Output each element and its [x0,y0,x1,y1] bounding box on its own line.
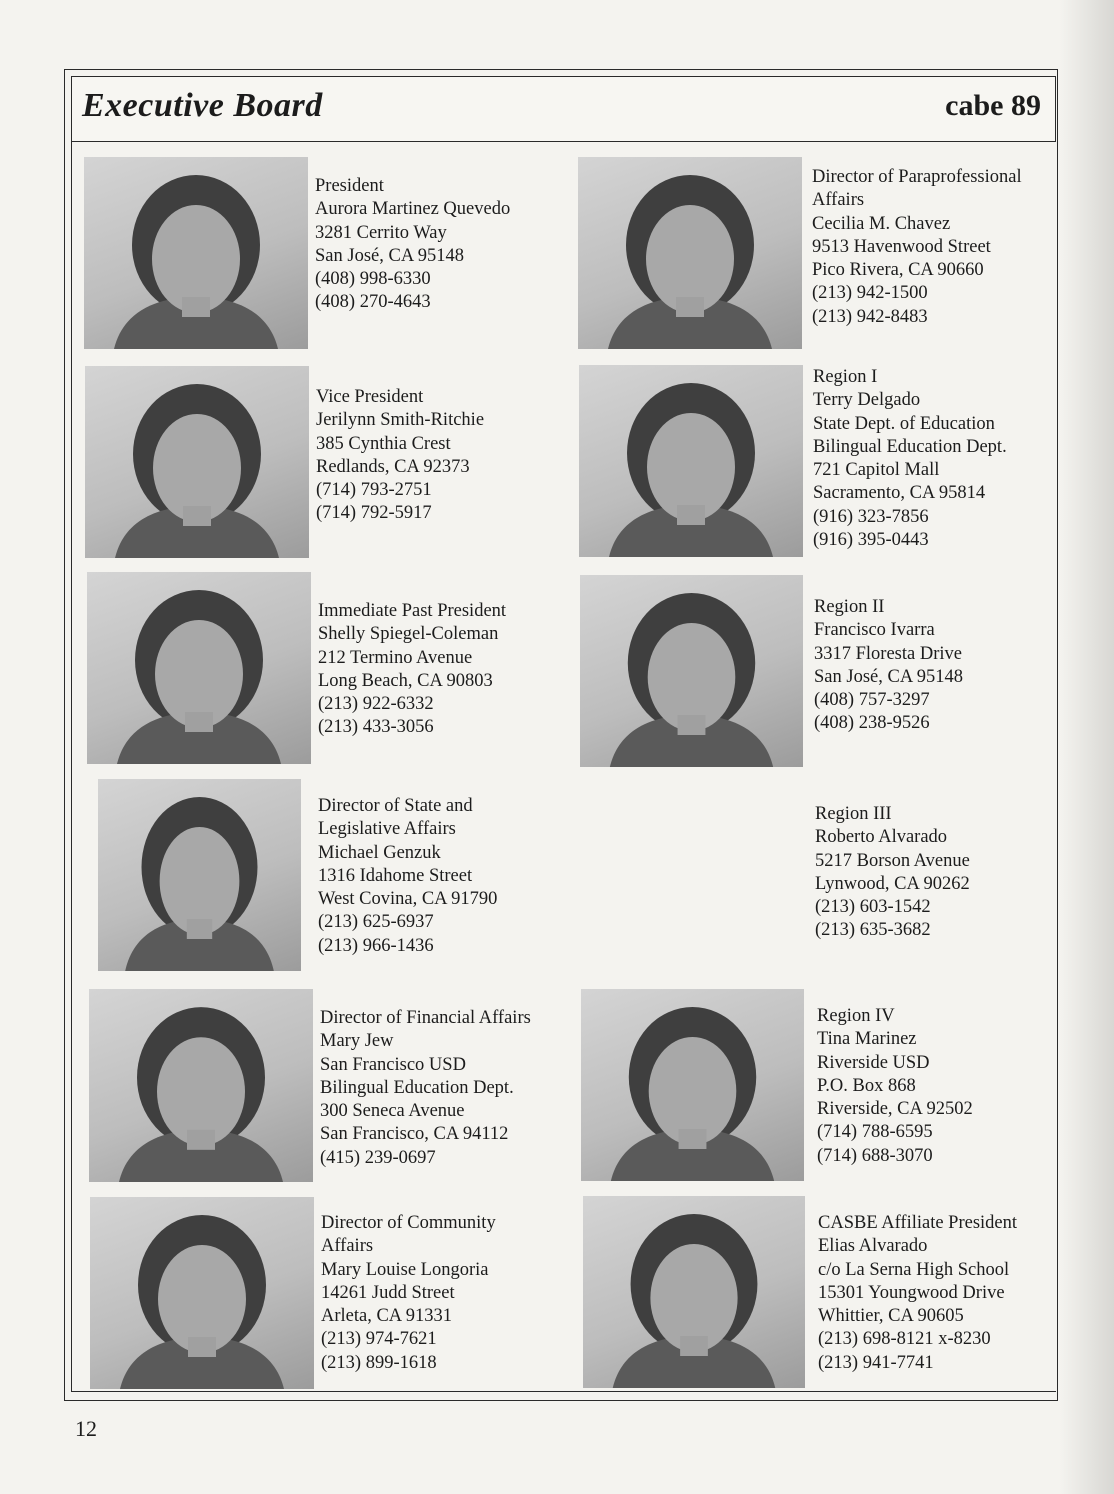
member-role: Vice President [316,387,424,407]
member-phone: (916) 323-7856 [813,506,929,527]
member-address: P.O. Box 868 [817,1075,916,1096]
portrait-photo [84,157,308,349]
member-phone: (213) 942-8483 [812,306,928,327]
member-address: 5217 Borson Avenue [815,850,970,871]
board-header [71,76,1056,142]
member-entry [315,175,510,315]
member-address: 14261 Judd Street [321,1282,455,1303]
member-role: Region II [814,597,885,617]
portrait-silhouette [579,365,803,557]
member-city: Pico Rivera, CA 90660 [812,260,984,281]
portrait-photo [98,779,301,971]
member-name: Shelly Spiegel-Coleman [318,624,499,645]
member-phone: (213) 603-1542 [815,897,931,918]
portrait-silhouette [581,989,804,1181]
member-name: Tina Marinez [817,1029,917,1050]
member-address: 212 Termino Avenue [318,647,473,668]
member-address: 1316 Idahome Street [318,865,473,886]
member-address: 721 Capitol Mall [813,460,940,481]
member-role: Legislative Affairs [318,819,456,840]
member-phone: (408) 270-4643 [315,292,431,313]
portrait-photo [89,989,313,1182]
member-name: Jerilynn Smith-Ritchie [316,410,485,431]
member-name: Mary Jew [320,1031,394,1052]
member-entry [318,795,497,958]
member-phone: (415) 239-0697 [320,1147,436,1168]
member-entry [316,386,484,526]
member-phone: (213) 942-1500 [812,283,928,304]
portrait-photo [579,365,803,557]
member-entry [813,366,1007,552]
member-city: San José, CA 95148 [814,666,964,687]
portrait-photo [90,1197,314,1389]
member-department: Bilingual Education Dept. [320,1077,514,1098]
portrait-photo [87,572,311,764]
member-phone: (408) 238-9526 [814,713,930,734]
member-role: Affairs [321,1236,374,1257]
member-address: 3281 Cerrito Way [315,222,447,243]
member-phone: (213) 922-6332 [318,694,434,715]
member-phone: (213) 625-6937 [318,912,434,933]
portrait-photo [85,366,309,558]
member-name: Aurora Martinez Quevedo [315,199,511,220]
member-entry [812,166,1022,329]
member-phone: (714) 793-2751 [316,480,432,501]
member-address: 15301 Youngwood Drive [818,1282,1005,1303]
member-address: 9513 Havenwood Street [812,236,991,257]
member-entry [815,803,970,943]
member-address: 300 Seneca Avenue [320,1101,465,1122]
member-name: Elias Alvarado [818,1236,928,1257]
member-city: Lynwood, CA 90262 [815,873,970,894]
member-name: Michael Genzuk [318,842,441,863]
page-number: 12 [75,1416,97,1441]
member-name: Terry Delgado [813,390,921,411]
member-role: Immediate Past President [318,601,507,621]
member-city: San José, CA 95148 [315,245,465,266]
member-organization: San Francisco USD [320,1054,466,1075]
member-city: Long Beach, CA 90803 [318,670,493,691]
member-phone: (408) 998-6330 [315,269,431,290]
member-address: 385 Cynthia Crest [316,433,451,454]
member-city: Riverside, CA 92502 [817,1099,973,1120]
member-role: Director of State and [318,796,473,816]
member-phone: (714) 688-3070 [817,1145,933,1166]
member-name: Roberto Alvarado [815,827,948,848]
member-city: San Francisco, CA 94112 [320,1124,509,1145]
member-city: West Covina, CA 91790 [318,889,498,910]
member-city: Arleta, CA 91331 [321,1306,453,1327]
member-organization: c/o La Serna High School [818,1259,1010,1280]
member-address: 3317 Floresta Drive [814,643,962,664]
member-phone: (213) 974-7621 [321,1329,437,1350]
portrait-silhouette [98,779,301,971]
edition-label: cabe 89 [945,89,1041,122]
portrait-silhouette [583,1196,805,1388]
portrait-silhouette [85,366,309,558]
member-phone: (714) 788-6595 [817,1122,933,1143]
member-phone: (213) 966-1436 [318,935,434,956]
member-name: Francisco Ivarra [814,620,935,641]
member-role: Director of Community [321,1213,496,1233]
portrait-photo [583,1196,805,1388]
page-gutter-shadow [1060,0,1114,1494]
member-city: Sacramento, CA 95814 [813,483,986,504]
portrait-photo [580,575,803,767]
member-entry [320,1007,531,1170]
member-role: Affairs [812,190,865,211]
member-phone: (714) 792-5917 [316,503,432,524]
member-role: Director of Financial Affairs [320,1008,531,1028]
member-department: Bilingual Education Dept. [813,436,1007,457]
member-role: Director of Paraprofessional [812,167,1022,187]
member-city: Whittier, CA 90605 [818,1306,964,1327]
member-role: Region IV [817,1006,895,1026]
member-role: Region I [813,367,878,387]
member-entry [321,1212,496,1375]
member-city: Redlands, CA 92373 [316,456,470,477]
member-role: President [315,176,384,196]
member-organization: State Dept. of Education [813,413,995,434]
member-entry [318,600,506,740]
member-name: Mary Louise Longoria [321,1259,489,1280]
portrait-silhouette [84,157,308,349]
portrait-silhouette [90,1197,314,1389]
page-title: Executive Board [82,87,323,124]
portrait-silhouette [89,989,313,1182]
portrait-silhouette [578,157,802,349]
portrait-photo [581,989,804,1181]
member-phone: (213) 433-3056 [318,717,434,738]
member-entry [818,1212,1017,1375]
member-role: CASBE Affiliate President [818,1213,1018,1233]
member-phone: (213) 698-8121 x-8230 [818,1329,991,1350]
portrait-silhouette [580,575,803,767]
member-phone: (916) 395-0443 [813,530,929,551]
member-phone: (408) 757-3297 [814,690,930,711]
member-phone: (213) 635-3682 [815,920,931,941]
member-entry [814,596,963,736]
member-phone: (213) 899-1618 [321,1352,437,1373]
member-phone: (213) 941-7741 [818,1352,934,1373]
member-entry [817,1005,973,1168]
member-role: Region III [815,804,892,824]
member-organization: Riverside USD [817,1052,930,1073]
portrait-silhouette [87,572,311,764]
member-name: Cecilia M. Chavez [812,213,951,234]
portrait-photo [578,157,802,349]
